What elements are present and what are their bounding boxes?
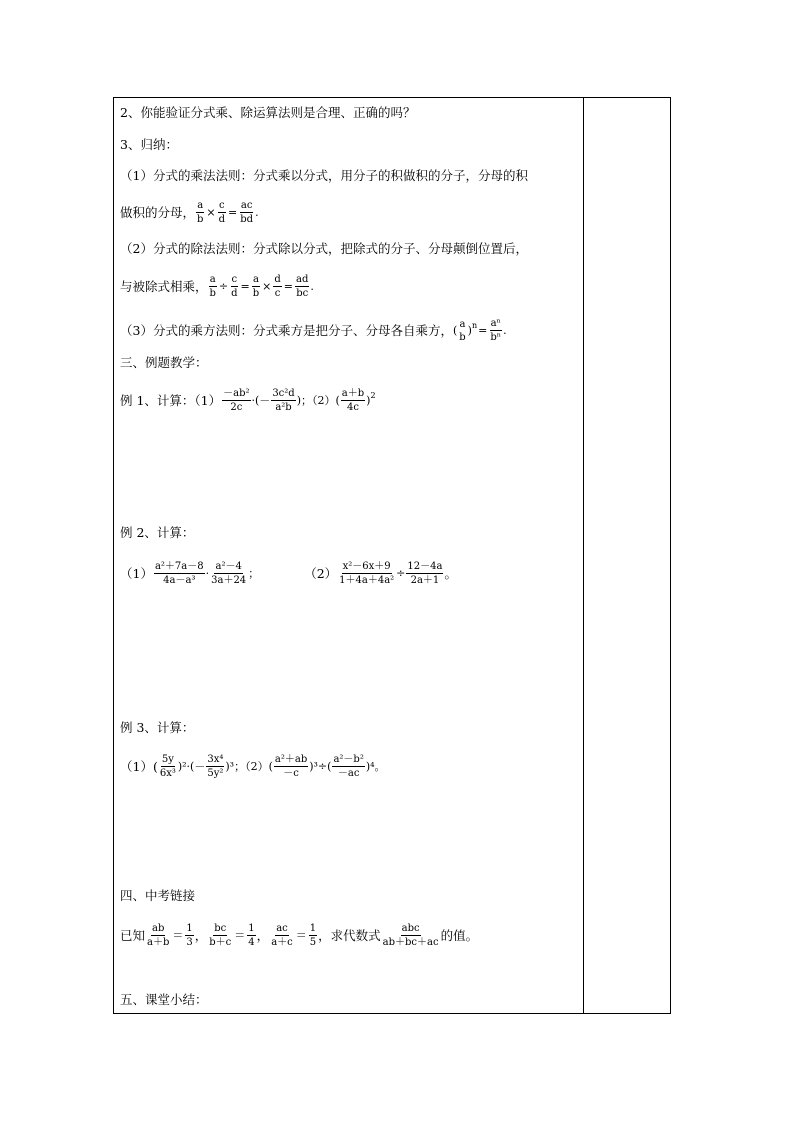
equals-sign: = bbox=[228, 205, 238, 219]
left-paren: ( bbox=[452, 323, 458, 337]
equals-sign: ＝ bbox=[234, 928, 246, 942]
exponent: 2 bbox=[370, 390, 376, 400]
ex2-frac-3: $\frac{\text{x²－6x＋9}}{\text{1＋4a＋4a²}}$ bbox=[339, 561, 395, 586]
comma: ， bbox=[194, 927, 208, 943]
rule3-prefix: （3）分式的乘方法则：分式乘方是把分子、分母各自乘方， bbox=[120, 322, 453, 338]
ex2-frac-4: $\frac{12-4a}{2a+1}$ bbox=[407, 561, 443, 586]
times-sign: × bbox=[262, 279, 272, 293]
rule2-frac-a-b: $\frac{a}{b}$ bbox=[209, 274, 216, 299]
content-cell bbox=[114, 98, 583, 1013]
link-frac-1-3: $\frac{1}{3}$ bbox=[186, 923, 193, 948]
ex3-frac-3: $\frac{\text{a²＋ab}}{-c}$ bbox=[274, 754, 308, 779]
ex3-operator-1: )²·(－ bbox=[177, 759, 206, 773]
period: . bbox=[255, 205, 259, 219]
divide-sign: ÷ bbox=[218, 279, 229, 293]
ex2-frac-2: $\frac{\text{a²－4}}{3a+24}$ bbox=[211, 561, 247, 586]
period: . bbox=[310, 279, 314, 293]
period: . bbox=[503, 323, 507, 337]
ex3-frac-1: $\frac{5y}{\text{6x³}}$ bbox=[159, 754, 176, 779]
ex1-frac-2: $\frac{\text{3c²d}}{\text{a²b}}$ bbox=[272, 388, 295, 413]
ex3-part-1-label: （1）( bbox=[120, 758, 158, 774]
equals-sign: ＝ bbox=[295, 928, 307, 942]
ex1-operator-2: )；（2）( bbox=[296, 393, 340, 407]
question-3: 3、归纳： bbox=[120, 137, 178, 152]
example-2-title: 例 2、计算： bbox=[120, 525, 195, 540]
question-2: 2、你能验证分式乘、除运算法则是合理、正确的吗？ bbox=[120, 105, 416, 120]
rule3-frac-a-b: a b bbox=[459, 318, 466, 343]
ex3-operator-3: )³÷( bbox=[309, 759, 332, 773]
rule2-line1: （2）分式的除法法则：分式除以分式，把除式的分子、分母颠倒位置后， bbox=[120, 241, 528, 256]
link-prefix: 已知 bbox=[120, 927, 146, 943]
link-frac-abc: $\frac{\text{abc}}{ab+bc+ac}$ bbox=[382, 923, 439, 948]
exam-link-problem bbox=[120, 923, 478, 948]
rule2-frac-c-d: $\frac{c}{d}$ bbox=[231, 274, 238, 299]
example-1-label: 例 1、计算：（1） bbox=[120, 392, 222, 408]
semicolon: ； bbox=[248, 566, 260, 580]
rule1-frac-a-b: $\frac{a}{b}$ bbox=[197, 200, 204, 225]
rule3-line bbox=[120, 318, 507, 343]
times-sign: × bbox=[206, 205, 216, 219]
link-ending: 的值。 bbox=[440, 927, 479, 943]
section-3-heading: 三、例题教学： bbox=[120, 355, 208, 370]
lesson-table bbox=[113, 97, 671, 1014]
link-middle-text: ，求代数式 bbox=[318, 927, 381, 943]
link-frac-1-4: $\frac{1}{4}$ bbox=[248, 923, 255, 948]
example-2-problems bbox=[120, 561, 457, 586]
equals-sign: = bbox=[240, 279, 250, 293]
ex3-operator-2: )³；（2）( bbox=[225, 759, 273, 773]
rule2-frac-d-c: $\frac{d}{c}$ bbox=[274, 274, 281, 299]
ex3-frac-4: $\frac{\text{a²－b²}}{-ac}$ bbox=[333, 754, 364, 779]
rule2-frac-ad-bc: $\frac{ad}{bc}$ bbox=[296, 274, 309, 299]
right-paren: ) bbox=[467, 323, 472, 337]
link-frac-ac: $\frac{ac}{a+c}$ bbox=[271, 923, 293, 948]
column-divider bbox=[583, 98, 584, 1013]
equals-sign: = bbox=[478, 323, 488, 337]
link-frac-ab: $\frac{ab}{a+b}$ bbox=[147, 923, 170, 948]
rule1-frac-ac-bd: $\frac{ac}{bd}$ bbox=[240, 200, 254, 225]
ex3-frac-2: $\frac{\text{3x⁴}}{\text{5y²}}$ bbox=[207, 754, 224, 779]
rule1-prefix: 做积的分母， bbox=[120, 204, 196, 220]
example-1 bbox=[120, 388, 376, 413]
example-3-problems bbox=[120, 754, 386, 779]
ex2-part-1-label: （1） bbox=[120, 565, 153, 581]
ex2-part-2-label: （2） bbox=[304, 565, 338, 581]
comma: ， bbox=[256, 927, 270, 943]
divide-sign: ÷ bbox=[396, 566, 406, 580]
section-5-heading: 五、课堂小结： bbox=[120, 992, 208, 1007]
equals-sign-2: = bbox=[283, 279, 294, 293]
rule2-prefix: 与被除式相乘， bbox=[120, 278, 208, 294]
exponent-n: n bbox=[471, 320, 478, 330]
rule1-line1: （1）分式的乘法法则：分式乘以分式，用分子的积做积的分子，分母的积 bbox=[120, 168, 528, 183]
ex1-frac-3: $\frac{a+b}{4c}$ bbox=[341, 388, 365, 413]
ex2-frac-1: $\frac{\text{a²＋7a－8}}{\text{4a－a³}}$ bbox=[154, 561, 204, 586]
ex3-ending: )⁴。 bbox=[365, 759, 386, 773]
link-frac-1-5: $\frac{1}{5}$ bbox=[309, 923, 317, 948]
dot-operator: · bbox=[205, 566, 210, 580]
rule3-frac-an-bn: $\frac{\text{aⁿ}}{\text{bⁿ}}$ bbox=[490, 318, 502, 343]
right-paren: ) bbox=[366, 393, 371, 407]
ex1-operator-1: ·(－ bbox=[251, 393, 271, 407]
equals-sign: ＝ bbox=[172, 928, 184, 942]
rule2-frac-a-b-2: $\frac{a}{b}$ bbox=[252, 274, 260, 299]
link-frac-bc: $\frac{bc}{b+c}$ bbox=[209, 923, 232, 948]
rule1-line2 bbox=[120, 200, 259, 225]
period: 。 bbox=[444, 565, 457, 581]
example-3-title: 例 3、计算： bbox=[120, 720, 195, 735]
ex1-frac-1: $\frac{\text{－ab²}}{2c}$ bbox=[223, 388, 250, 413]
rule2-line2 bbox=[120, 274, 314, 299]
rule1-frac-c-d: $\frac{c}{d}$ bbox=[218, 200, 226, 225]
section-4-heading: 四、中考链接 bbox=[120, 888, 196, 903]
